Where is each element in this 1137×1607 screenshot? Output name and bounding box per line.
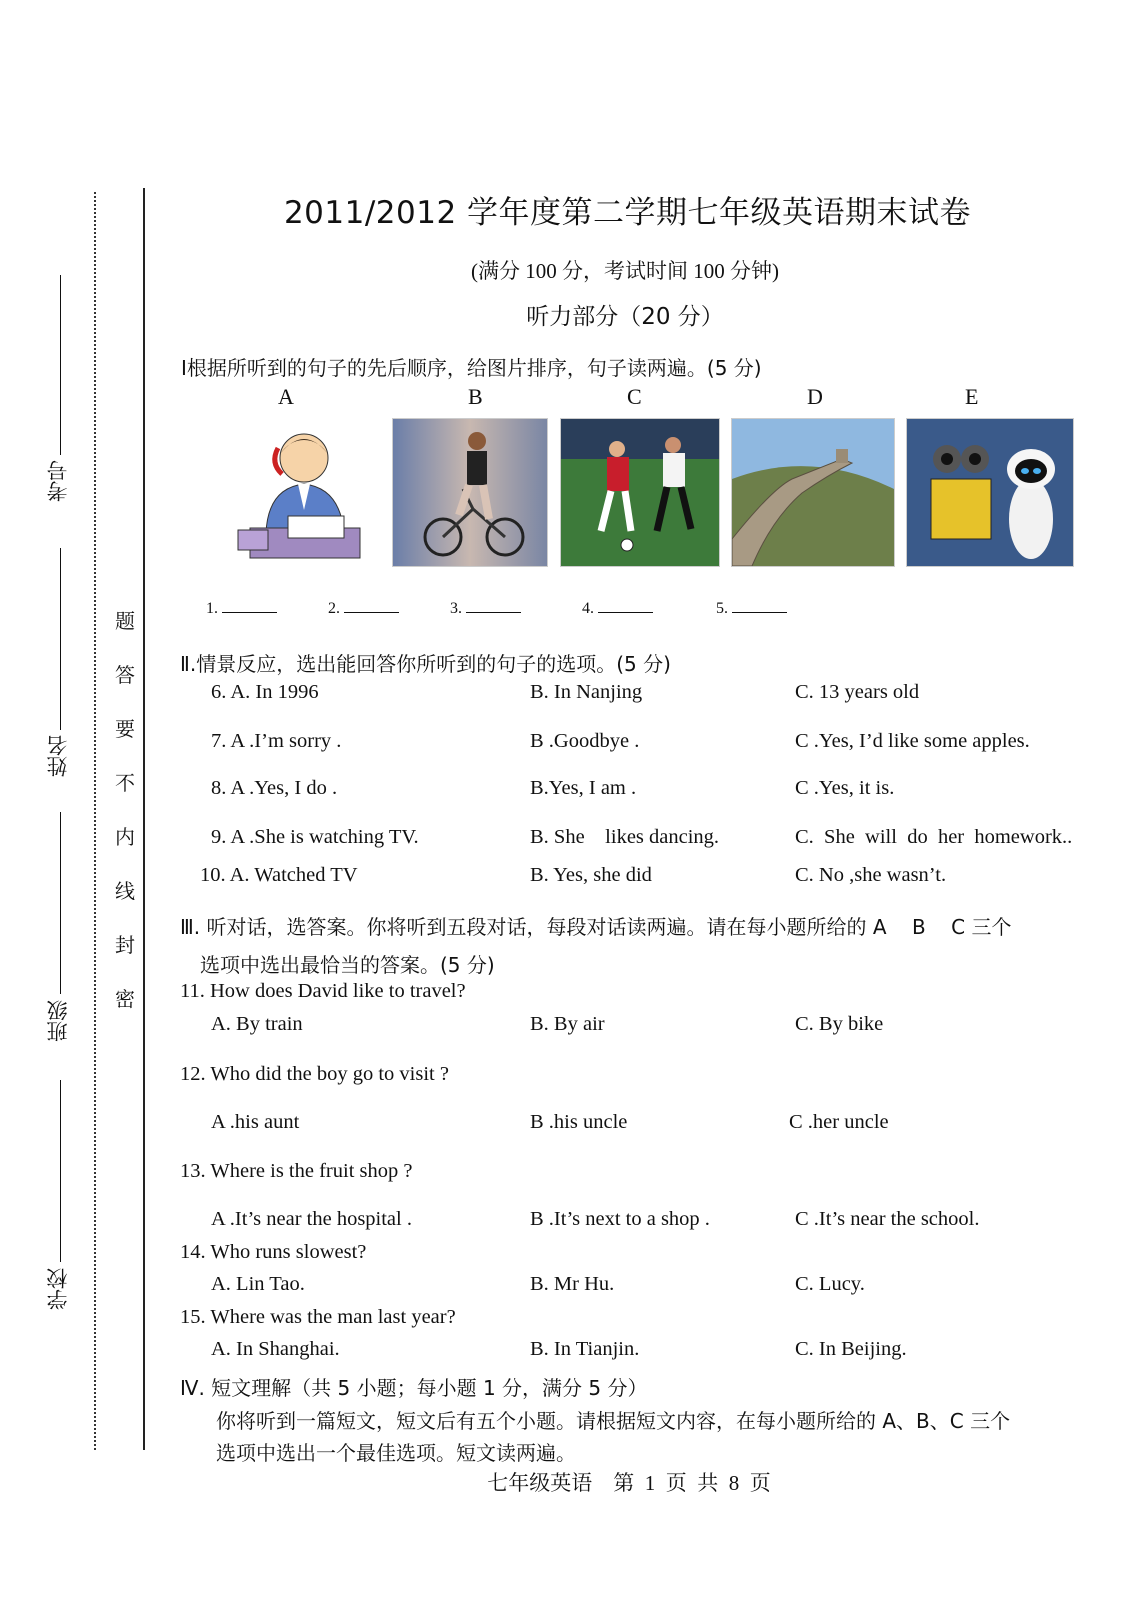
q10-option-b[interactable]: B. Yes, she did (530, 864, 652, 886)
q7-option-b[interactable]: B .Goodbye . (530, 730, 640, 752)
q13-option-c[interactable]: C .It’s near the school. (795, 1208, 980, 1230)
warning-char: 线 (115, 879, 135, 903)
q11-option-c[interactable]: C. By bike (795, 1013, 884, 1035)
q10-option-a[interactable]: 10. A. Watched TV (200, 864, 358, 886)
q15-question: 15. Where was the man last year? (180, 1306, 456, 1328)
warning-char: 要 (115, 717, 135, 741)
answer-blank-5[interactable] (716, 598, 787, 618)
blank-number: 2. (328, 600, 340, 617)
q13-question: 13. Where is the fruit shop ? (180, 1160, 413, 1182)
field-label: 姓名 (46, 735, 70, 777)
section3-heading-line1: Ⅲ. 听对话，选答案。你将听到五段对话，每段对话读两遍。请在每小题所给的 A B C 三个 (180, 915, 1012, 939)
blank-number: 1. (206, 600, 218, 617)
blank-number: 4. (582, 600, 594, 617)
q12-option-b[interactable]: B .his uncle (530, 1111, 628, 1133)
section4-instructions-line2: 选项中选出一个最佳选项。短文读两遍。 (216, 1441, 576, 1465)
blank-number: 3. (450, 600, 462, 617)
q13-option-b[interactable]: B .It’s next to a shop . (530, 1208, 710, 1230)
q15-option-c[interactable]: C. In Beijing. (795, 1338, 907, 1360)
q14-option-c[interactable]: C. Lucy. (795, 1273, 865, 1295)
field-rule (60, 548, 61, 730)
part-title: 听力部分（20 分） (526, 304, 724, 330)
q11-question: 11. How does David like to travel? (180, 980, 466, 1002)
q15-option-b[interactable]: B. In Tianjin. (530, 1338, 640, 1360)
q8-option-c[interactable]: C .Yes, it is. (795, 777, 895, 799)
q14-option-b[interactable]: B. Mr Hu. (530, 1273, 615, 1295)
warning-char: 不 (115, 771, 135, 795)
q13-option-a[interactable]: A .It’s near the hospital . (211, 1208, 412, 1230)
q7-option-c[interactable]: C .Yes, I’d like some apples. (795, 730, 1030, 752)
field-class[interactable] (38, 1000, 78, 1042)
answer-blank-3[interactable] (450, 598, 521, 618)
q15-option-a[interactable]: A. In Shanghai. (211, 1338, 340, 1360)
picture-c-soccer (560, 418, 720, 567)
picture-a-phone-call (228, 418, 380, 565)
section4-instructions-line1: 你将听到一篇短文，短文后有五个小题。请根据短文内容，在每小题所给的 A、B、C 三个 (216, 1409, 1011, 1433)
warning-char: 密 (115, 987, 135, 1011)
section1-heading: Ⅰ根据所听到的句子的先后顺序，给图片排序，句子读两遍。(5 分) (181, 356, 762, 380)
field-label: 学校 (46, 1268, 70, 1310)
page-subtitle: (满分 100 分，考试时间 100 分钟) (471, 259, 779, 283)
q14-question: 14. Who runs slowest? (180, 1241, 367, 1263)
q12-option-a[interactable]: A .his aunt (211, 1111, 300, 1133)
binding-solid-line (143, 188, 145, 1450)
section2-heading: Ⅱ.情景反应，选出能回答你所听到的句子的选项。(5 分) (180, 652, 671, 676)
q8-option-a[interactable]: 8. A .Yes, I do . (211, 777, 338, 799)
warning-char: 内 (115, 825, 135, 849)
q6-option-a[interactable]: 6. A. In 1996 (211, 681, 319, 703)
field-school[interactable] (38, 1268, 78, 1310)
blank-number: 5. (716, 600, 728, 617)
seal-line-warning (112, 608, 138, 1040)
page-footer: 七年级英语 第 1 页 共 8 页 (487, 1471, 771, 1495)
answer-blank-4[interactable] (582, 598, 653, 618)
q6-option-b[interactable]: B. In Nanjing (530, 681, 643, 703)
q8-option-b[interactable]: B.Yes, I am . (530, 777, 637, 799)
picture-label-c: C (627, 384, 642, 409)
q10-option-c[interactable]: C. No ,she wasn’t. (795, 864, 947, 886)
q9-option-c[interactable]: C. She will do her homework.. (795, 826, 1073, 848)
field-label: 考号 (46, 460, 70, 502)
section3-heading-line2: 选项中选出最恰当的答案。(5 分) (200, 953, 495, 977)
q11-option-a[interactable]: A. By train (211, 1013, 303, 1035)
picture-label-d: D (807, 384, 823, 409)
field-rule (60, 1080, 61, 1262)
q11-option-b[interactable]: B. By air (530, 1013, 605, 1035)
section4-heading: Ⅳ. 短文理解（共 5 小题；每小题 1 分，满分 5 分） (180, 1376, 648, 1400)
q14-option-a[interactable]: A. Lin Tao. (211, 1273, 305, 1295)
picture-d-great-wall (731, 418, 895, 567)
answer-blank-2[interactable] (328, 598, 399, 618)
warning-char: 封 (115, 933, 135, 957)
field-rule (60, 812, 61, 994)
warning-char: 答 (115, 663, 135, 687)
q6-option-c[interactable]: C. 13 years old (795, 681, 920, 703)
binding-dotted-line (94, 192, 96, 1450)
picture-label-e: E (965, 384, 979, 409)
q9-option-b[interactable]: B. She likes dancing. (530, 826, 720, 848)
picture-label-b: B (468, 384, 483, 409)
picture-label-a: A (278, 384, 294, 409)
q12-question: 12. Who did the boy go to visit ? (180, 1063, 449, 1085)
page-title: 2011/2012 学年度第二学期七年级英语期末试卷 (283, 195, 972, 231)
field-exam-number[interactable] (38, 460, 78, 502)
picture-b-riding-bike (392, 418, 548, 567)
q7-option-a[interactable]: 7. A .I’m sorry . (211, 730, 342, 752)
q9-option-a[interactable]: 9. A .She is watching TV. (211, 826, 419, 848)
field-name[interactable] (38, 735, 78, 777)
picture-e-robots (906, 418, 1074, 567)
field-label: 班级 (46, 1000, 70, 1042)
warning-char: 题 (115, 609, 135, 633)
answer-blank-1[interactable] (206, 598, 277, 618)
q12-option-c[interactable]: C .her uncle (789, 1111, 889, 1133)
